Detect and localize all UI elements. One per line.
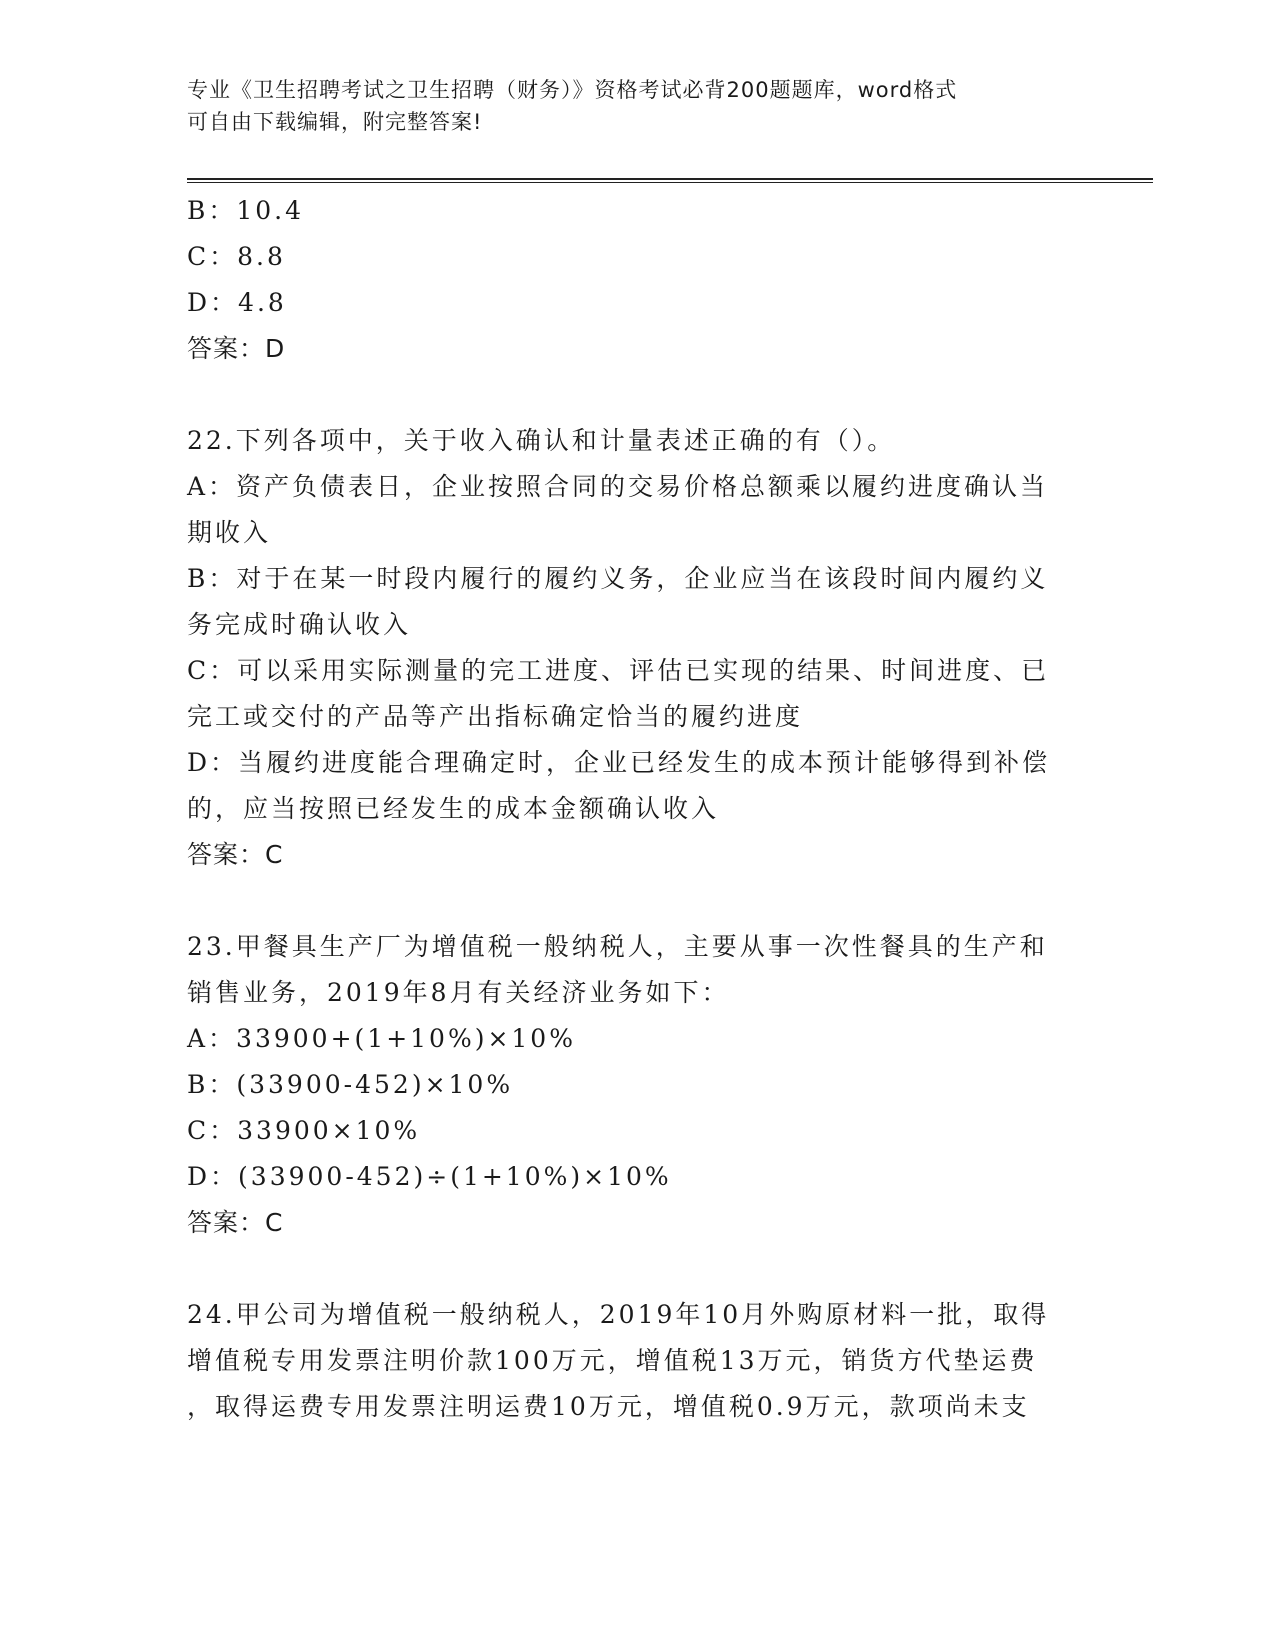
option-b: B：10.4 (187, 196, 305, 225)
option-b: B：对于在某一时段内履行的履约义务，企业应当在该段时间内履约义 (187, 564, 1049, 593)
option-b-cont: 务完成时确认收入 (187, 610, 412, 639)
answer-line: 答案：C (187, 1208, 284, 1237)
header-divider (187, 178, 1153, 183)
previous-question-tail (187, 188, 1087, 372)
option-d: D：4.8 (187, 288, 287, 317)
spacer (187, 372, 1087, 418)
header-title-line1: 专业《卫生招聘考试之卫生招聘（财务）》资格考试必背200题题库，word格式 (187, 78, 958, 102)
option-c: C：33900×10% (187, 1116, 421, 1145)
option-a: A：资产负债表日，企业按照合同的交易价格总额乘以履约进度确认当 (187, 472, 1049, 501)
option-d: D：(33900-452)÷(1+10%)×10% (187, 1162, 672, 1191)
option-c: C：可以采用实际测量的完工进度、评估已实现的结果、时间进度、已 (187, 656, 1050, 685)
option-a-cont: 期收入 (187, 518, 272, 547)
option-d-cont: 的，应当按照已经发生的成本金额确认收入 (187, 794, 720, 823)
option-c-cont: 完工或交付的产品等产出指标确定恰当的履约进度 (187, 702, 804, 731)
question-stem-cont: 销售业务，2019年8月有关经济业务如下： (187, 978, 730, 1007)
question-22 (187, 418, 1087, 878)
question-stem: 23.甲餐具生产厂为增值税一般纳税人，主要从事一次性餐具的生产和 (187, 932, 1048, 961)
document-header (187, 74, 1087, 138)
document-body (187, 188, 1087, 1430)
spacer (187, 878, 1087, 924)
option-c: C：8.8 (187, 242, 286, 271)
spacer (187, 1246, 1087, 1292)
question-stem: 24.甲公司为增值税一般纳税人，2019年10月外购原材料一批，取得 (187, 1300, 1050, 1329)
option-b: B：(33900-452)×10% (187, 1070, 514, 1099)
question-stem: 22.下列各项中，关于收入确认和计量表述正确的有（）。 (187, 426, 896, 455)
question-stem-cont: ，取得运费专用发票注明运费10万元，增值税0.9万元，款项尚未支 (187, 1392, 1030, 1421)
question-stem-cont: 增值税专用发票注明价款100万元，增值税13万元，销货方代垫运费 (187, 1346, 1038, 1375)
answer-line: 答案：D (187, 334, 286, 363)
option-a: A：33900+(1+10%)×10% (187, 1024, 576, 1053)
question-23 (187, 924, 1087, 1246)
question-24 (187, 1292, 1087, 1430)
answer-line: 答案：C (187, 840, 284, 869)
option-d: D：当履约进度能合理确定时，企业已经发生的成本预计能够得到补偿 (187, 748, 1051, 777)
header-title-line2: 可自由下载编辑，附完整答案! (187, 110, 483, 134)
